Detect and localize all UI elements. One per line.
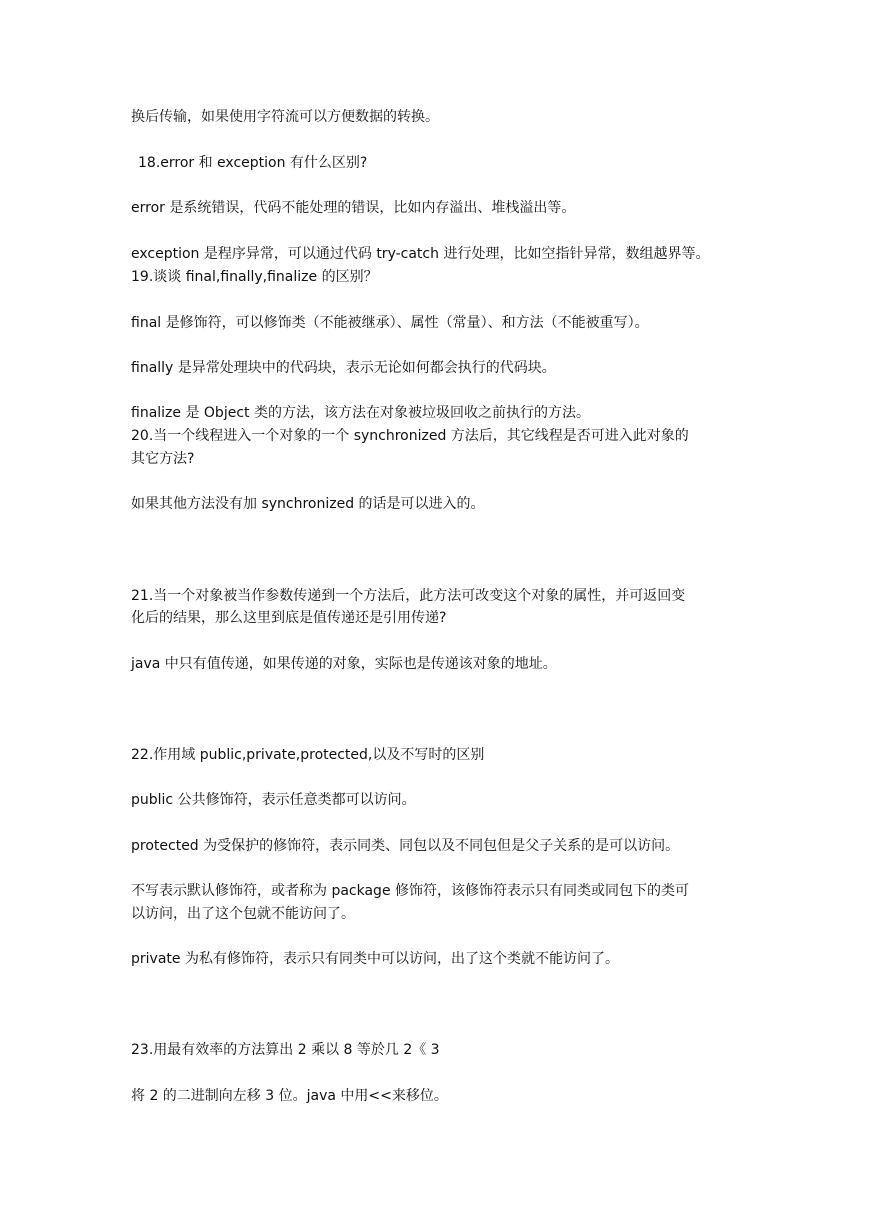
question-heading: 其它方法? [131, 451, 195, 467]
text-line: protected 为受保护的修饰符，表示同类、同包以及不同包但是父子关系的是可以访问。 [131, 838, 680, 854]
text-line: exception 是程序异常，可以通过代码 try-catch 进行处理，比如空指针异常，数组越界等。 [131, 246, 710, 262]
text-line: 如果其他方法没有加 synchronized 的话是可以进入的。 [131, 496, 485, 512]
text-line: public 公共修饰符，表示任意类都可以访问。 [131, 792, 416, 808]
text-line: finalize 是 Object 类的方法，该方法在对象被垃圾回收之前执行的方法。 [131, 405, 590, 421]
text-line: 以访问，出了这个包就不能访问了。 [131, 906, 355, 922]
question-heading: 19.谈谈 final,finally,finalize 的区别？ [131, 269, 378, 285]
question-heading: 22.作用域 public,private,protected,以及不写时的区别 [131, 747, 485, 763]
text-line: java 中只有值传递，如果传递的对象，实际也是传递该对象的地址。 [131, 656, 557, 672]
text-line: error 是系统错误，代码不能处理的错误，比如内存溢出、堆栈溢出等。 [131, 200, 576, 216]
question-heading: 21.当一个对象被当作参数传递到一个方法后，此方法可改变这个对象的属性，并可返回变 [131, 588, 686, 604]
question-heading: 化后的结果，那么这里到底是值传递还是引用传递? [131, 610, 447, 626]
text-line: finally 是异常处理块中的代码块，表示无论如何都会执行的代码块。 [131, 360, 556, 376]
text-line: 换后传输，如果使用字符流可以方便数据的转换。 [131, 109, 439, 125]
text-line: 将 2 的二进制向左移 3 位。java 中用<<来移位。 [131, 1088, 448, 1104]
text-line: final 是修饰符，可以修饰类（不能被继承）、属性（常量）、和方法（不能被重写）。 [131, 315, 649, 331]
text-line: private 为私有修饰符，表示只有同类中可以访问，出了这个类就不能访问了。 [131, 951, 619, 967]
question-heading: 23.用最有效率的方法算出 2 乘以 8 等於几 2《 3 [131, 1042, 440, 1058]
text-line: 不写表示默认修饰符，或者称为 package 修饰符，该修饰符表示只有同类或同包下的类可 [131, 883, 690, 899]
question-heading: 18.error 和 exception 有什么区别? [138, 155, 368, 171]
question-heading: 20.当一个线程进入一个对象的一个 synchronized 方法后，其它线程是否可进入此对象的 [131, 428, 689, 444]
